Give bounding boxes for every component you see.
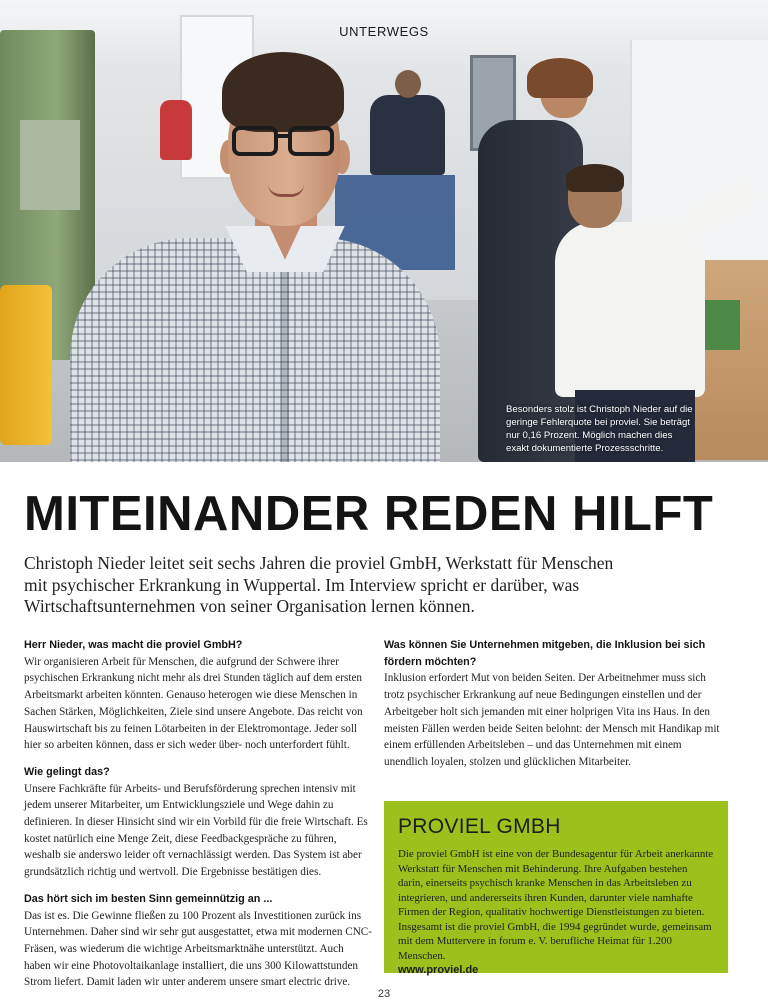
interview-section — [384, 637, 728, 771]
company-info-box — [384, 801, 728, 976]
glasses-right-lens — [288, 126, 334, 156]
info-box-text: Die proviel GmbH ist eine von der Bundesagentur für Arbeit anerkannte Werkstatt für Menschen mit Behinderung. Ihre Aufgaben bestehen darin, einerseits psychisch kranke Menschen in das Arbeitsleben zu integrieren, und andererseits ihren Kunden, darunter viele namhafte Firmen der Region, qualitativ hochwertige Dienstleistungen zu bieten. Insgesamt ist die proviel GmbH, die 1994 gegründet wurde, gemeinsam mit dem Muttervere in forum e. V. berufliche Heimat für 1.200 Menschen. — [398, 848, 714, 962]
interview-section — [24, 637, 372, 754]
interview-question: Was können Sie Unternehmen mitgeben, die Inklusion bei sich fördern möchten? — [384, 639, 706, 668]
glasses-bridge — [277, 134, 289, 138]
interview-answer: Unsere Fachkräfte für Arbeits- und Berufsförderung sprechen intensiv mit jedem unserer Mitarbeiter, um Entwicklungsziele und Wege dahin zu definieren. In dieser Hinsicht sind wir ein Vorbild für die freie Wirtschaft. Es kostet natürlich eine Menge Zeit, diese Feedbackgespräche zu führen, weshalb sie anderswo leider oft vernachlässigt werden. Das System ist aber grundsätzlich richtig und wertvoll. Die Ergebnisse bestätigen dies. — [24, 782, 368, 879]
left-column — [24, 637, 372, 1001]
hero-photo — [0, 0, 768, 462]
info-box-title: PROVIEL GMBH — [398, 815, 561, 838]
interview-section — [24, 891, 372, 991]
photo-woman-hair — [527, 58, 593, 98]
article-headline: MITEINANDER REDEN HILFT — [24, 487, 714, 541]
portrait-placket — [281, 268, 289, 462]
interview-answer: Das ist es. Die Gewinne fließen zu 100 Prozent als Investitionen zurück ins Unternehmen. Daher sind wir sehr gut ausgestattet, etwa mit modernen CNC-Fräsen, was wiederum die wichtige Arbeitsmarktnähe unterstützt. Auch haben wir eine Photovoltaikanlage installiert, die uns 300 Kilowattstunden Strom liefert. Damit laden wir unter anderem unsere smart electric drive. — [24, 909, 372, 989]
article-lead: Christoph Nieder leitet seit sechs Jahren die proviel GmbH, Werkstatt für Menschen mit psychischer Erkrankung in Wuppertal. Im Interview spricht er darüber, was Wirtschaftsunternehmen von seiner Organisation lernen können. — [24, 553, 614, 616]
glasses-left-lens — [232, 126, 278, 156]
photo-yellow-equipment — [0, 285, 52, 445]
company-website-link[interactable]: www.proviel.de — [398, 964, 479, 976]
photo-caption: Besonders stolz ist Christoph Nieder auf die geringe Fehlerquote bei proviel. Sie beträgt nur 0,16 Prozent. Möglich machen dies exakt dokumentierte Prozessschritte. — [506, 404, 693, 454]
interview-section — [24, 764, 372, 881]
page-number: 23 — [377, 988, 391, 1000]
portrait-hair — [222, 52, 344, 132]
photo-background-person — [160, 100, 192, 160]
photo-man-hair — [566, 164, 624, 192]
photo-man-body — [555, 222, 705, 397]
photo-worker-body — [370, 95, 445, 175]
interview-question: Herr Nieder, was macht die proviel GmbH? — [24, 639, 243, 651]
interview-question: Das hört sich im besten Sinn gemeinnützig an ... — [24, 892, 273, 905]
right-column — [384, 637, 728, 781]
interview-question: Wie gelingt das? — [24, 765, 110, 778]
photo-machine-panel — [20, 120, 80, 210]
interview-answer: Inklusion erfordert Mut von beiden Seiten. Der Arbeitnehmer muss sich trotz psychischer Erkrankung auf neue Bedingungen einstellen und der Arbeitgeber holt sich jemanden mit einer holprigen Vita ins Haus. In den meisten Fällen werden beide Seiten belohnt: der Mensch mit Handikap mit einem erfüllenden Arbeitsleben – und das Unternehmen mit einem unendlich loyalen, stolzen und glücklichen Mitarbeiter. — [384, 672, 720, 768]
photo-worker-head — [395, 70, 421, 98]
interview-answer: Wir organisieren Arbeit für Menschen, die aufgrund der Schwere ihrer psychischen Erkrankung nicht mehr als drei Stunden täglich auf dem ersten Arbeitsmarkt arbeiten könnten. Genauso heterogen wie diese Menschen in Sachen Stärken, Möglichkeiten, Ziele sind unsere Angebote. Das reicht von Hauswirtschaft bis zu feinen Lötarbeiten in der Elektromontage. Jeder soll hier so arbeiten können, dass er sich weder über- noch unterfordert fühlt. — [24, 655, 363, 752]
section-label: UNTERWEGS — [339, 24, 429, 39]
